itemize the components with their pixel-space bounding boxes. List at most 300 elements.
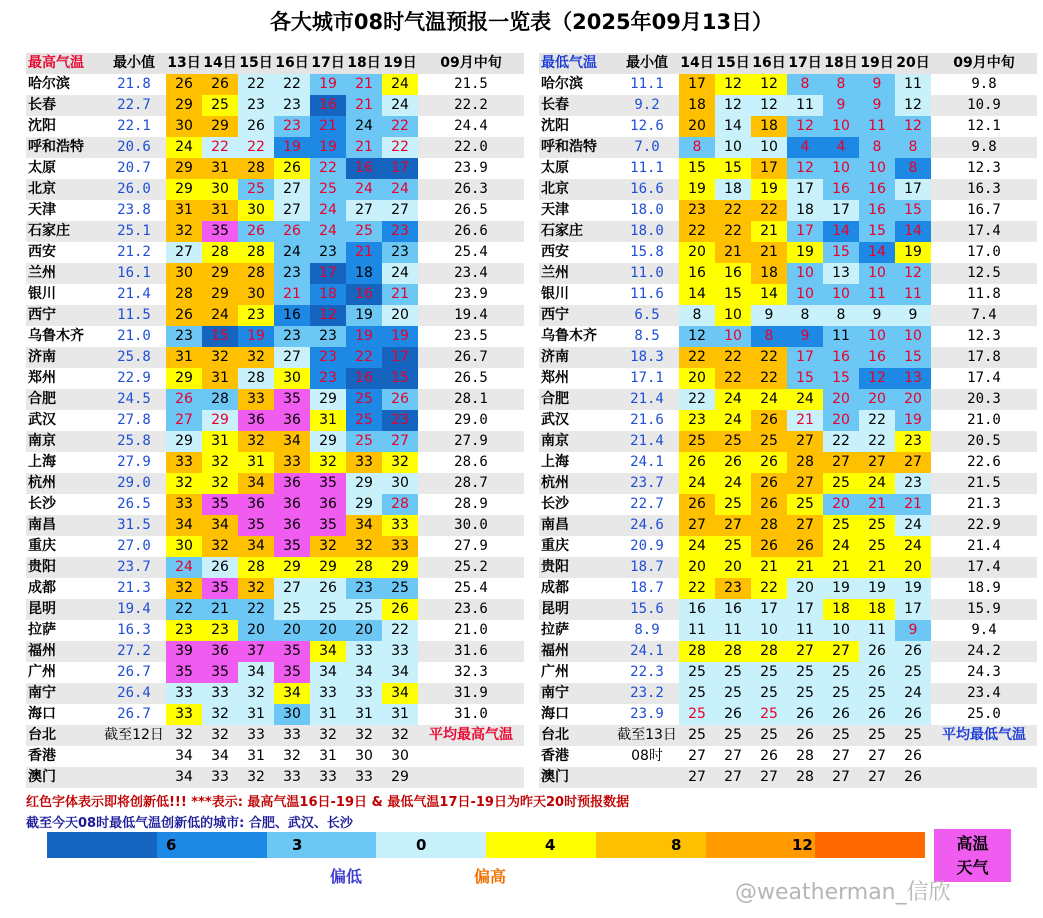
temp-cell: 23 [166, 620, 202, 641]
temp-cell: 30 [382, 746, 418, 767]
temp-cell: 14 [895, 221, 931, 242]
dekad-average: 17.4 [931, 557, 1037, 578]
record-min-value: 18.0 [615, 200, 679, 221]
temp-cell: 27 [715, 746, 751, 767]
dekad-average: 29.0 [418, 410, 524, 431]
temp-cell: 27 [859, 767, 895, 788]
record-min-value: 20.6 [102, 137, 166, 158]
city-name: 郑州 [26, 368, 102, 389]
record-min-value: 23.8 [102, 200, 166, 221]
table-row [26, 389, 524, 410]
temp-cell: 34 [202, 515, 238, 536]
table-row [539, 326, 1037, 347]
temp-cell: 34 [382, 683, 418, 704]
dekad-average: 21.0 [418, 620, 524, 641]
record-min-value: 11.6 [615, 284, 679, 305]
temp-cell: 9 [751, 305, 787, 326]
temp-cell: 23 [310, 326, 346, 347]
city-name: 济南 [539, 347, 615, 368]
temp-cell: 16 [310, 95, 346, 116]
table-row [539, 662, 1037, 683]
temp-cell: 26 [166, 305, 202, 326]
temp-cell: 23 [679, 410, 715, 431]
temp-cell: 31 [238, 746, 274, 767]
hot-label-1: 高温 [956, 834, 989, 853]
temp-cell: 20 [823, 410, 859, 431]
temp-cell: 20 [895, 557, 931, 578]
city-name: 广州 [26, 662, 102, 683]
temp-cell: 23 [310, 347, 346, 368]
temp-cell: 10 [715, 137, 751, 158]
temp-cell: 26 [787, 725, 823, 746]
city-name: 石家庄 [539, 221, 615, 242]
temp-cell: 8 [823, 74, 859, 95]
temp-cell: 29 [166, 158, 202, 179]
temp-cell: 27 [715, 767, 751, 788]
temp-cell: 27 [859, 746, 895, 767]
table-row [26, 599, 524, 620]
record-min-value: 8.5 [615, 326, 679, 347]
temp-cell: 32 [382, 725, 418, 746]
temp-cell: 22 [859, 410, 895, 431]
temp-cell: 20 [310, 620, 346, 641]
table-row [26, 452, 524, 473]
temp-cell: 26 [859, 662, 895, 683]
temp-cell: 18 [751, 263, 787, 284]
dekad-average: 23.5 [418, 326, 524, 347]
temp-cell: 27 [382, 200, 418, 221]
table-row [539, 347, 1037, 368]
temp-cell: 12 [751, 74, 787, 95]
temp-cell: 27 [166, 242, 202, 263]
dekad-average: 30.0 [418, 515, 524, 536]
temp-cell: 31 [166, 347, 202, 368]
table-row [26, 305, 524, 326]
temp-cell: 17 [751, 599, 787, 620]
table-row [26, 767, 524, 788]
temp-cell: 16 [715, 263, 751, 284]
temp-cell: 33 [202, 767, 238, 788]
temp-cell: 23 [679, 200, 715, 221]
temp-cell: 11 [823, 326, 859, 347]
temp-cell: 25 [346, 431, 382, 452]
temp-cell: 25 [382, 578, 418, 599]
temp-cell: 26 [715, 452, 751, 473]
temp-cell: 27 [274, 179, 310, 200]
temp-cell: 9 [895, 620, 931, 641]
temp-cell: 24 [715, 410, 751, 431]
temp-cell: 17 [787, 179, 823, 200]
temp-cell: 10 [751, 137, 787, 158]
city-name: 天津 [539, 200, 615, 221]
temp-cell: 25 [715, 725, 751, 746]
temp-cell: 22 [859, 431, 895, 452]
dekad-average: 26.6 [418, 221, 524, 242]
temp-cell: 20 [679, 557, 715, 578]
city-name: 杭州 [539, 473, 615, 494]
temp-cell: 32 [202, 473, 238, 494]
column-header: 最低气温 [539, 53, 615, 74]
temp-cell: 30 [238, 284, 274, 305]
temp-cell: 27 [823, 746, 859, 767]
column-header: 15日 [238, 53, 274, 74]
temp-cell: 25 [751, 683, 787, 704]
city-name: 南宁 [26, 683, 102, 704]
temp-cell: 30 [274, 704, 310, 725]
temp-cell: 21 [202, 599, 238, 620]
temp-cell: 29 [310, 431, 346, 452]
temp-cell: 33 [346, 452, 382, 473]
temp-cell: 31 [202, 158, 238, 179]
temp-cell: 28 [715, 641, 751, 662]
temp-cell: 30 [346, 746, 382, 767]
city-name: 上海 [26, 452, 102, 473]
temp-cell: 10 [787, 263, 823, 284]
low-label: 偏低 [330, 867, 363, 886]
city-name: 长沙 [26, 494, 102, 515]
table-row [539, 368, 1037, 389]
temp-cell: 26 [382, 599, 418, 620]
temp-cell: 19 [274, 137, 310, 158]
temp-cell: 22 [715, 221, 751, 242]
temp-cell: 32 [382, 452, 418, 473]
record-min-value: 21.0 [102, 326, 166, 347]
table-row [26, 473, 524, 494]
row-note: 08时 [615, 746, 679, 767]
city-name: 武汉 [26, 410, 102, 431]
table-row [539, 389, 1037, 410]
temp-cell: 34 [166, 515, 202, 536]
table-row [26, 431, 524, 452]
temp-cell: 24 [166, 137, 202, 158]
temp-cell: 22 [679, 389, 715, 410]
scale-tick: 0 [416, 836, 427, 854]
temp-cell: 8 [895, 158, 931, 179]
scale-seg [267, 832, 377, 858]
dekad-average: 17.0 [931, 242, 1037, 263]
temp-cell: 10 [823, 158, 859, 179]
dekad-average: 9.8 [931, 74, 1037, 95]
temp-cell: 17 [751, 158, 787, 179]
record-min-value: 11.1 [615, 74, 679, 95]
city-name: 太原 [26, 158, 102, 179]
temp-cell: 23 [238, 95, 274, 116]
temp-cell: 25 [715, 494, 751, 515]
temp-cell: 32 [238, 578, 274, 599]
temp-cell: 22 [310, 158, 346, 179]
temp-cell: 33 [274, 452, 310, 473]
header-row [539, 53, 1037, 74]
temp-cell: 15 [859, 221, 895, 242]
temp-cell: 33 [274, 767, 310, 788]
temp-cell: 23 [202, 620, 238, 641]
temp-cell: 24 [859, 473, 895, 494]
record-min-value: 24.1 [615, 641, 679, 662]
temp-cell: 29 [166, 431, 202, 452]
temp-cell: 25 [751, 662, 787, 683]
column-header: 16日 [751, 53, 787, 74]
table-row [539, 683, 1037, 704]
temp-cell: 25 [787, 662, 823, 683]
temp-cell: 12 [679, 326, 715, 347]
temp-cell: 20 [679, 242, 715, 263]
temp-cell: 32 [166, 221, 202, 242]
temp-cell: 14 [823, 221, 859, 242]
record-min-value: 22.1 [102, 116, 166, 137]
table-row [539, 725, 1037, 746]
temp-cell: 26 [751, 452, 787, 473]
dekad-average: 31.6 [418, 641, 524, 662]
temp-cell: 22 [238, 74, 274, 95]
temp-cell: 16 [715, 599, 751, 620]
dekad-average: 18.9 [931, 578, 1037, 599]
temp-cell: 27 [346, 200, 382, 221]
max-temp-table [26, 53, 524, 788]
temp-cell: 25 [715, 683, 751, 704]
record-min-value: 26.4 [102, 683, 166, 704]
temp-cell: 21 [346, 95, 382, 116]
city-name: 郑州 [539, 368, 615, 389]
temp-cell: 15 [823, 242, 859, 263]
temp-cell: 32 [202, 725, 238, 746]
average-label: 平均最低气温 [931, 725, 1037, 746]
temp-cell: 19 [751, 179, 787, 200]
temp-cell: 23 [382, 221, 418, 242]
temp-cell: 25 [310, 599, 346, 620]
temp-cell: 34 [382, 662, 418, 683]
temp-cell: 35 [274, 536, 310, 557]
dekad-average: 11.8 [931, 284, 1037, 305]
temp-cell: 18 [823, 599, 859, 620]
temp-cell: 19 [346, 305, 382, 326]
city-name: 成都 [539, 578, 615, 599]
table-row [539, 452, 1037, 473]
column-header: 15日 [715, 53, 751, 74]
dekad-average: 23.6 [418, 599, 524, 620]
temp-cell: 35 [202, 221, 238, 242]
table-row [539, 284, 1037, 305]
city-name: 广州 [539, 662, 615, 683]
temp-cell: 24 [679, 473, 715, 494]
city-name: 长春 [539, 95, 615, 116]
dekad-average: 25.4 [418, 578, 524, 599]
temp-cell: 35 [274, 662, 310, 683]
temp-cell: 28 [787, 746, 823, 767]
temp-cell: 33 [382, 515, 418, 536]
table-row [539, 620, 1037, 641]
dekad-average: 10.9 [931, 95, 1037, 116]
city-name: 兰州 [539, 263, 615, 284]
table-row [539, 158, 1037, 179]
temp-cell: 9 [895, 305, 931, 326]
header-row [26, 53, 524, 74]
record-min-value: 6.5 [615, 305, 679, 326]
note-red: 红色字体表示即将创新低!!! ***表示: 最高气温16日-19日 & 最低气温17日-19日为昨天20时预报数据 [26, 795, 630, 810]
temp-cell: 32 [166, 725, 202, 746]
temp-cell: 9 [787, 326, 823, 347]
temp-cell: 37 [238, 641, 274, 662]
temp-cell: 29 [166, 179, 202, 200]
temp-cell: 18 [679, 95, 715, 116]
temp-cell: 23 [274, 326, 310, 347]
temp-cell: 18 [346, 263, 382, 284]
record-min-value: 18.3 [615, 347, 679, 368]
record-min-value: 11.0 [615, 263, 679, 284]
temp-cell: 33 [310, 767, 346, 788]
record-min-value: 23.9 [615, 704, 679, 725]
city-name: 南宁 [539, 683, 615, 704]
temp-cell: 28 [238, 242, 274, 263]
row-note [615, 767, 679, 788]
temp-cell: 10 [787, 284, 823, 305]
record-min-value: 17.1 [615, 368, 679, 389]
temp-cell: 11 [859, 620, 895, 641]
table-row [26, 326, 524, 347]
dekad-average: 27.9 [418, 431, 524, 452]
temp-cell: 25 [787, 494, 823, 515]
table-row [539, 599, 1037, 620]
temp-cell: 24 [787, 389, 823, 410]
temp-cell: 29 [166, 95, 202, 116]
dekad-average: 12.5 [931, 263, 1037, 284]
temp-cell: 28 [787, 767, 823, 788]
temp-cell: 25 [715, 536, 751, 557]
temp-cell: 30 [166, 116, 202, 137]
temp-cell: 34 [274, 431, 310, 452]
city-name: 兰州 [26, 263, 102, 284]
temp-cell: 26 [274, 221, 310, 242]
dekad-average: 12.3 [931, 158, 1037, 179]
temp-cell: 32 [202, 347, 238, 368]
temp-cell: 16 [679, 599, 715, 620]
temp-cell: 14 [751, 284, 787, 305]
temp-cell: 33 [166, 704, 202, 725]
temp-cell: 24 [895, 515, 931, 536]
city-name: 武汉 [539, 410, 615, 431]
temp-cell: 22 [751, 368, 787, 389]
table-row [539, 305, 1037, 326]
table-row [26, 662, 524, 683]
dekad-average: 25.4 [418, 242, 524, 263]
temp-cell: 8 [787, 74, 823, 95]
temp-cell: 29 [274, 557, 310, 578]
city-name: 长沙 [539, 494, 615, 515]
record-min-value: 26.0 [102, 179, 166, 200]
table-row [26, 746, 524, 767]
scale-seg [47, 832, 157, 858]
temp-cell: 36 [274, 473, 310, 494]
temp-cell: 34 [202, 746, 238, 767]
table-row [26, 515, 524, 536]
temp-cell: 27 [751, 767, 787, 788]
temp-cell: 16 [859, 347, 895, 368]
temp-cell: 12 [715, 74, 751, 95]
table-row [539, 746, 1037, 767]
temp-cell: 26 [787, 704, 823, 725]
record-min-value: 21.2 [102, 242, 166, 263]
temp-cell: 36 [202, 641, 238, 662]
city-name: 西安 [539, 242, 615, 263]
table-row [539, 578, 1037, 599]
city-name: 哈尔滨 [26, 74, 102, 95]
temp-cell: 8 [859, 137, 895, 158]
temp-cell: 23 [382, 242, 418, 263]
temp-cell: 27 [787, 641, 823, 662]
table-row [26, 368, 524, 389]
temp-cell: 22 [382, 137, 418, 158]
temp-cell: 36 [274, 494, 310, 515]
temp-cell: 31 [310, 410, 346, 431]
temp-cell: 11 [895, 284, 931, 305]
temp-cell: 20 [895, 389, 931, 410]
table-row [26, 536, 524, 557]
record-min-value: 22.7 [102, 95, 166, 116]
temp-cell: 22 [823, 431, 859, 452]
city-name: 北京 [26, 179, 102, 200]
temp-cell: 21 [751, 221, 787, 242]
temp-cell: 28 [787, 452, 823, 473]
dekad-average: 9.8 [931, 137, 1037, 158]
temp-cell: 26 [859, 641, 895, 662]
temp-cell: 26 [679, 452, 715, 473]
temp-cell: 26 [895, 746, 931, 767]
temp-cell: 22 [715, 200, 751, 221]
temp-cell: 26 [238, 116, 274, 137]
temp-cell: 11 [787, 620, 823, 641]
temp-cell: 31 [346, 704, 382, 725]
dekad-average: 12.3 [931, 326, 1037, 347]
city-name: 台北 [539, 725, 615, 746]
temp-cell: 27 [859, 452, 895, 473]
temp-cell: 21 [382, 284, 418, 305]
record-min-value: 15.8 [615, 242, 679, 263]
temp-cell: 23 [895, 431, 931, 452]
temp-cell: 27 [787, 431, 823, 452]
temp-cell: 10 [751, 620, 787, 641]
temp-cell: 21 [787, 557, 823, 578]
dekad-average: 25.2 [418, 557, 524, 578]
temp-cell: 32 [238, 683, 274, 704]
temp-cell: 24 [310, 221, 346, 242]
table-row [26, 263, 524, 284]
city-name: 福州 [26, 641, 102, 662]
temp-cell: 34 [166, 767, 202, 788]
temp-cell: 30 [274, 368, 310, 389]
temp-cell: 23 [310, 242, 346, 263]
temp-cell: 21 [310, 116, 346, 137]
record-min-value: 25.8 [102, 347, 166, 368]
temp-cell: 19 [310, 74, 346, 95]
table-row [539, 95, 1037, 116]
temp-cell: 32 [202, 536, 238, 557]
temp-cell: 25 [679, 431, 715, 452]
dekad-average: 20.3 [931, 389, 1037, 410]
record-min-value: 26.5 [102, 494, 166, 515]
table-row [539, 494, 1037, 515]
city-name: 沈阳 [26, 116, 102, 137]
table-row [539, 704, 1037, 725]
temp-cell: 22 [202, 137, 238, 158]
dekad-average: 26.7 [418, 347, 524, 368]
city-name: 昆明 [26, 599, 102, 620]
dekad-average: 22.0 [418, 137, 524, 158]
temp-cell: 4 [823, 137, 859, 158]
dekad-average: 23.9 [418, 158, 524, 179]
temp-cell: 14 [715, 116, 751, 137]
temp-cell: 31 [202, 368, 238, 389]
record-min-value: 23.7 [102, 557, 166, 578]
temp-cell: 12 [715, 95, 751, 116]
